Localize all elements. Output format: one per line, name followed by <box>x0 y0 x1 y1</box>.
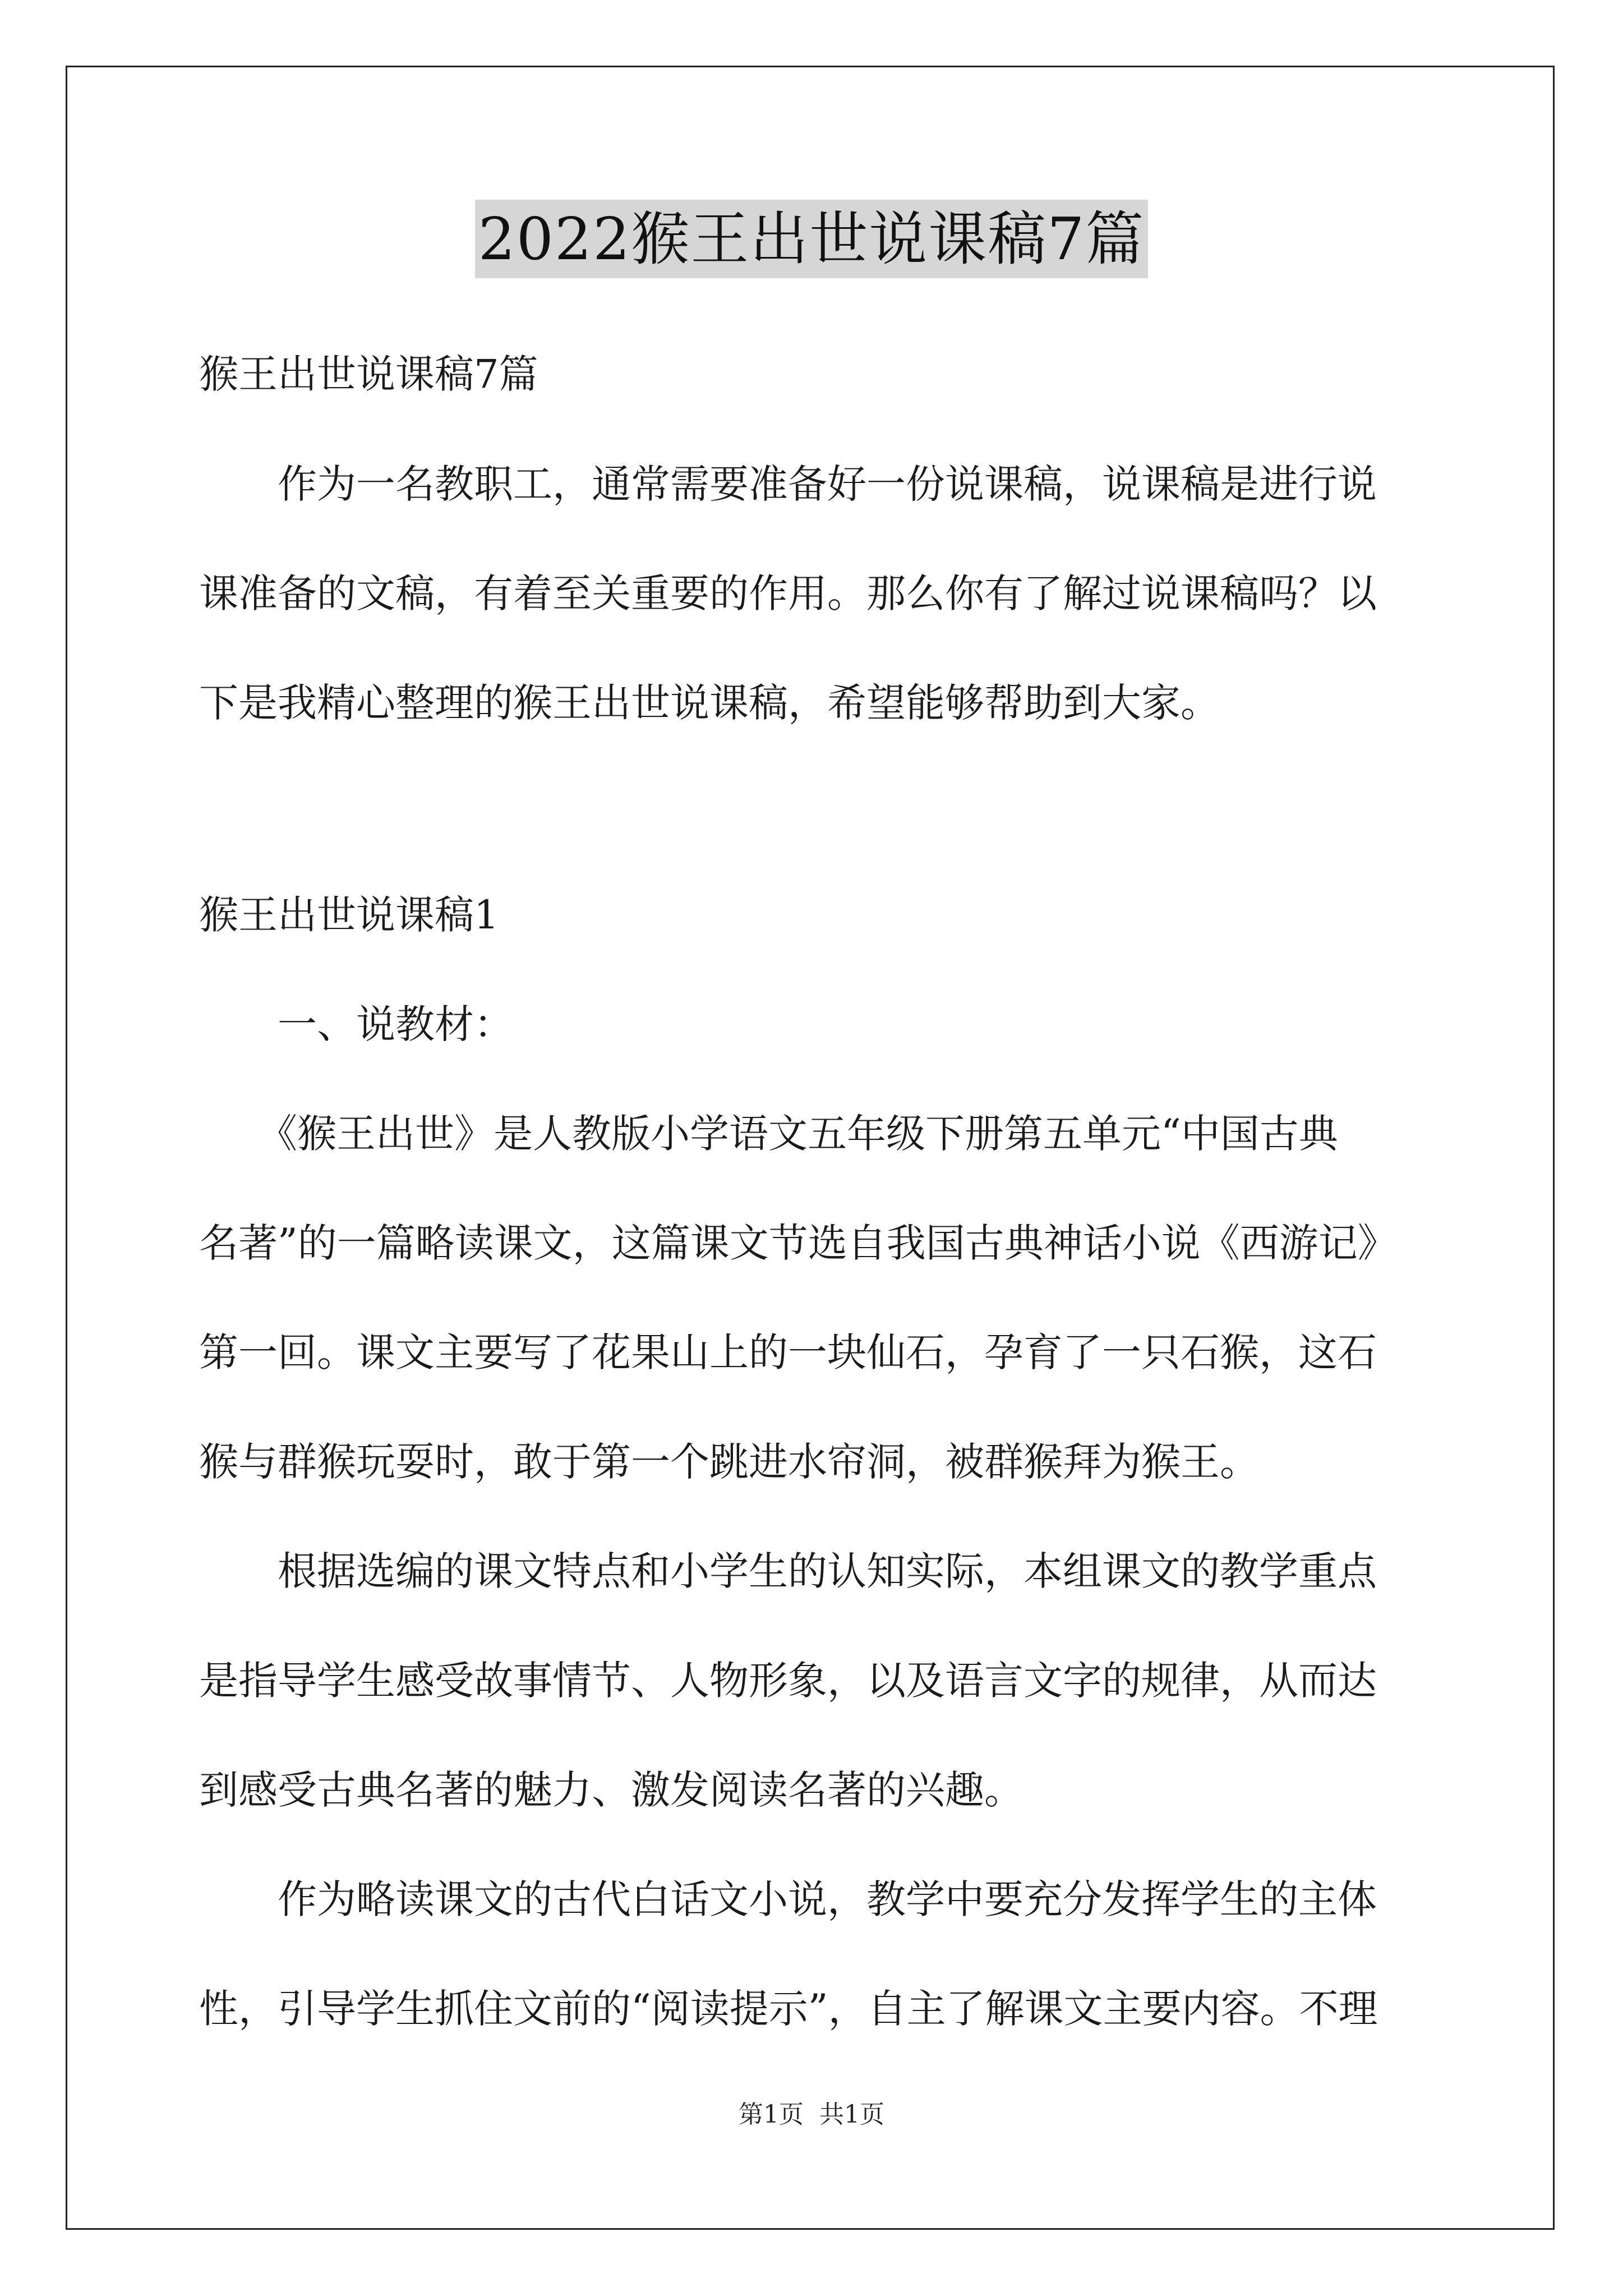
section-heading: 猴王出世说课稿1 <box>199 892 499 938</box>
paragraph-line: 名著”的一篇略读课文，这篇课文节选自我国古典神话小说《西游记》 <box>199 1220 1397 1266</box>
paragraph-line: 第一回。课文主要写了花果山上的一块仙石，孕育了一只石猴，这石 <box>199 1329 1377 1375</box>
paragraph-line: 作为略读课文的古代白话文小说，教学中要充分发挥学生的主体 <box>199 1876 1377 1922</box>
page-total: 共1页 <box>819 2100 884 2129</box>
paragraph-line: 猴与群猴玩耍时，敢于第一个跳进水帘洞，被群猴拜为猴王。 <box>199 1439 1259 1485</box>
paragraph-line: 到感受古典名著的魅力、激发阅读名著的兴趣。 <box>199 1767 1023 1813</box>
paragraph-line: 下是我精心整理的猴王出世说课稿，希望能够帮助到大家。 <box>199 680 1220 726</box>
document-subtitle: 猴王出世说课稿7篇 <box>199 351 538 397</box>
page-footer <box>0 2098 1623 2132</box>
paragraph-line: 一、说教材： <box>199 1001 513 1047</box>
document-title: 2022猴王出世说课稿7篇 <box>475 200 1149 278</box>
paragraph-line: 《猴王出世》是人教版小学语文五年级下册第五单元“中国古典 <box>199 1111 1338 1157</box>
paragraph-line: 课准备的文稿，有着至关重要的作用。那么你有了解过说课稿吗？以 <box>199 570 1377 616</box>
paragraph-line: 根据选编的课文特点和小学生的认知实际，本组课文的教学重点 <box>199 1548 1377 1594</box>
paragraph-line: 性，引导学生抓住文前的“阅读提示”，自主了解课文主要内容。不理 <box>199 1986 1378 2032</box>
page-number: 第1页 <box>739 2100 804 2129</box>
paragraph-line: 作为一名教职工，通常需要准备好一份说课稿，说课稿是进行说 <box>199 461 1377 507</box>
paragraph-line: 是指导学生感受故事情节、人物形象，以及语言文字的规律，从而达 <box>199 1658 1377 1704</box>
title-container <box>0 200 1623 278</box>
